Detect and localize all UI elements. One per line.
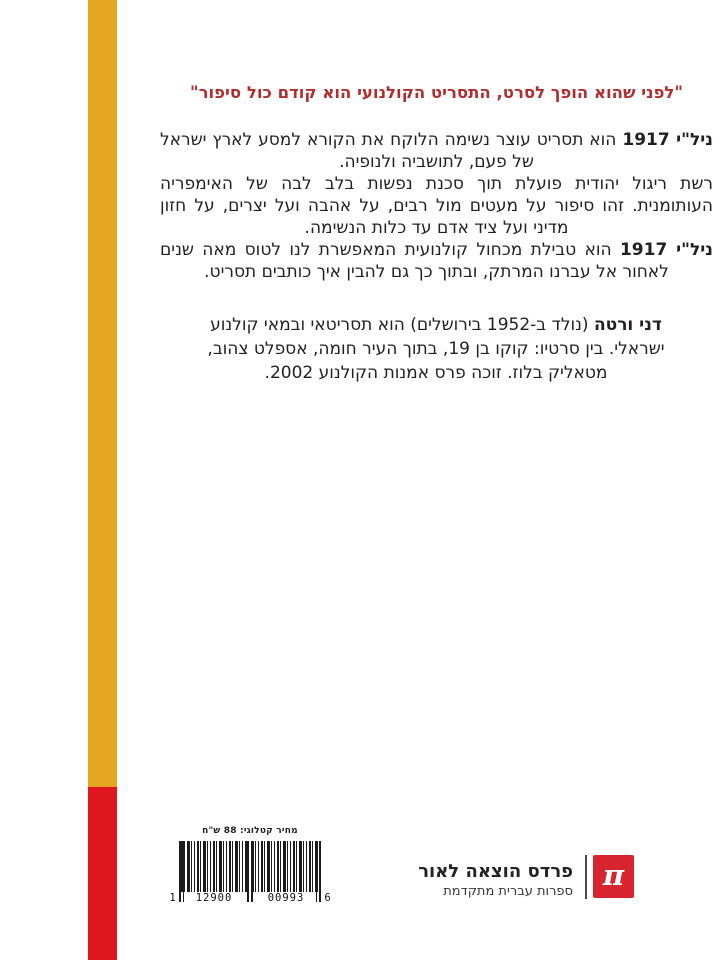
barcode-digits (167, 890, 333, 904)
synopsis-paragraph (160, 129, 713, 173)
barcode-digit-group: 12900 (184, 892, 244, 904)
publisher-tagline: ספרות עברית מתקדמת (443, 884, 573, 899)
author-bio (201, 313, 671, 385)
author-name-bold: דני ורטה (593, 315, 662, 335)
book-title-bold: ניל"י 1917 (622, 130, 713, 150)
publisher-name: פרדס הוצאה לאור (418, 861, 573, 882)
synopsis-text: הוא טבילת מכחול קולנועית המאפשרת לנו לטוס מאה שנים לאחור אל עברנו המרתק, ובתוך כך גם להבין איך כותבים תסריט. (160, 240, 669, 282)
synopsis-text: הוא תסריט עוצר נשימה הלוקח את הקורא למסע לארץ ישראל של פעם, לתושביה ולנופיה. (160, 130, 623, 172)
book-title-bold: ניל"י 1917 (619, 240, 714, 260)
pi-logo-icon: π (602, 857, 625, 892)
barcode (167, 841, 333, 905)
price-label: מחיר קטלוגי: 88 ש"ח (202, 826, 298, 836)
author-bio-text: (נולד ב-1952 בירושלים) הוא תסריטאי ובמאי קולנוע ישראלי. בין סרטיו: קוקו בן 19, בתוך העיר חומה, אספלט צהוב, מטאליק בלוז. זוכה פרס אמנות הקולנוע 2002. (207, 315, 665, 383)
synopsis-paragraph (160, 173, 713, 239)
spine-stripe-yellow (88, 0, 117, 787)
publisher-logo (593, 855, 634, 898)
headline-quote: "לפני שהוא הופך לסרט, התסריט הקולנועי הוא קודם כול סיפור" (189, 83, 684, 102)
spine-stripe-red (88, 787, 117, 960)
synopsis-text: רשת ריגול יהודית פועלת תוך סכנת נפשות בלב לבה של האימפריה העותומנית. זהו סיפור על מעטים מול רבים, על אהבה ועל יצרים, על חזון מדיני ועל ציד אדם עד כלות הנשימה. (160, 174, 713, 238)
synopsis-paragraph (160, 239, 713, 283)
barcode-digit-group: 00993 (256, 892, 316, 904)
publisher-text-block (418, 862, 573, 899)
logo-divider (585, 855, 587, 899)
barcode-bars (181, 841, 319, 892)
synopsis (160, 129, 713, 283)
barcode-digit-right: 6 (322, 892, 333, 904)
barcode-digit-left: 1 (167, 892, 178, 904)
